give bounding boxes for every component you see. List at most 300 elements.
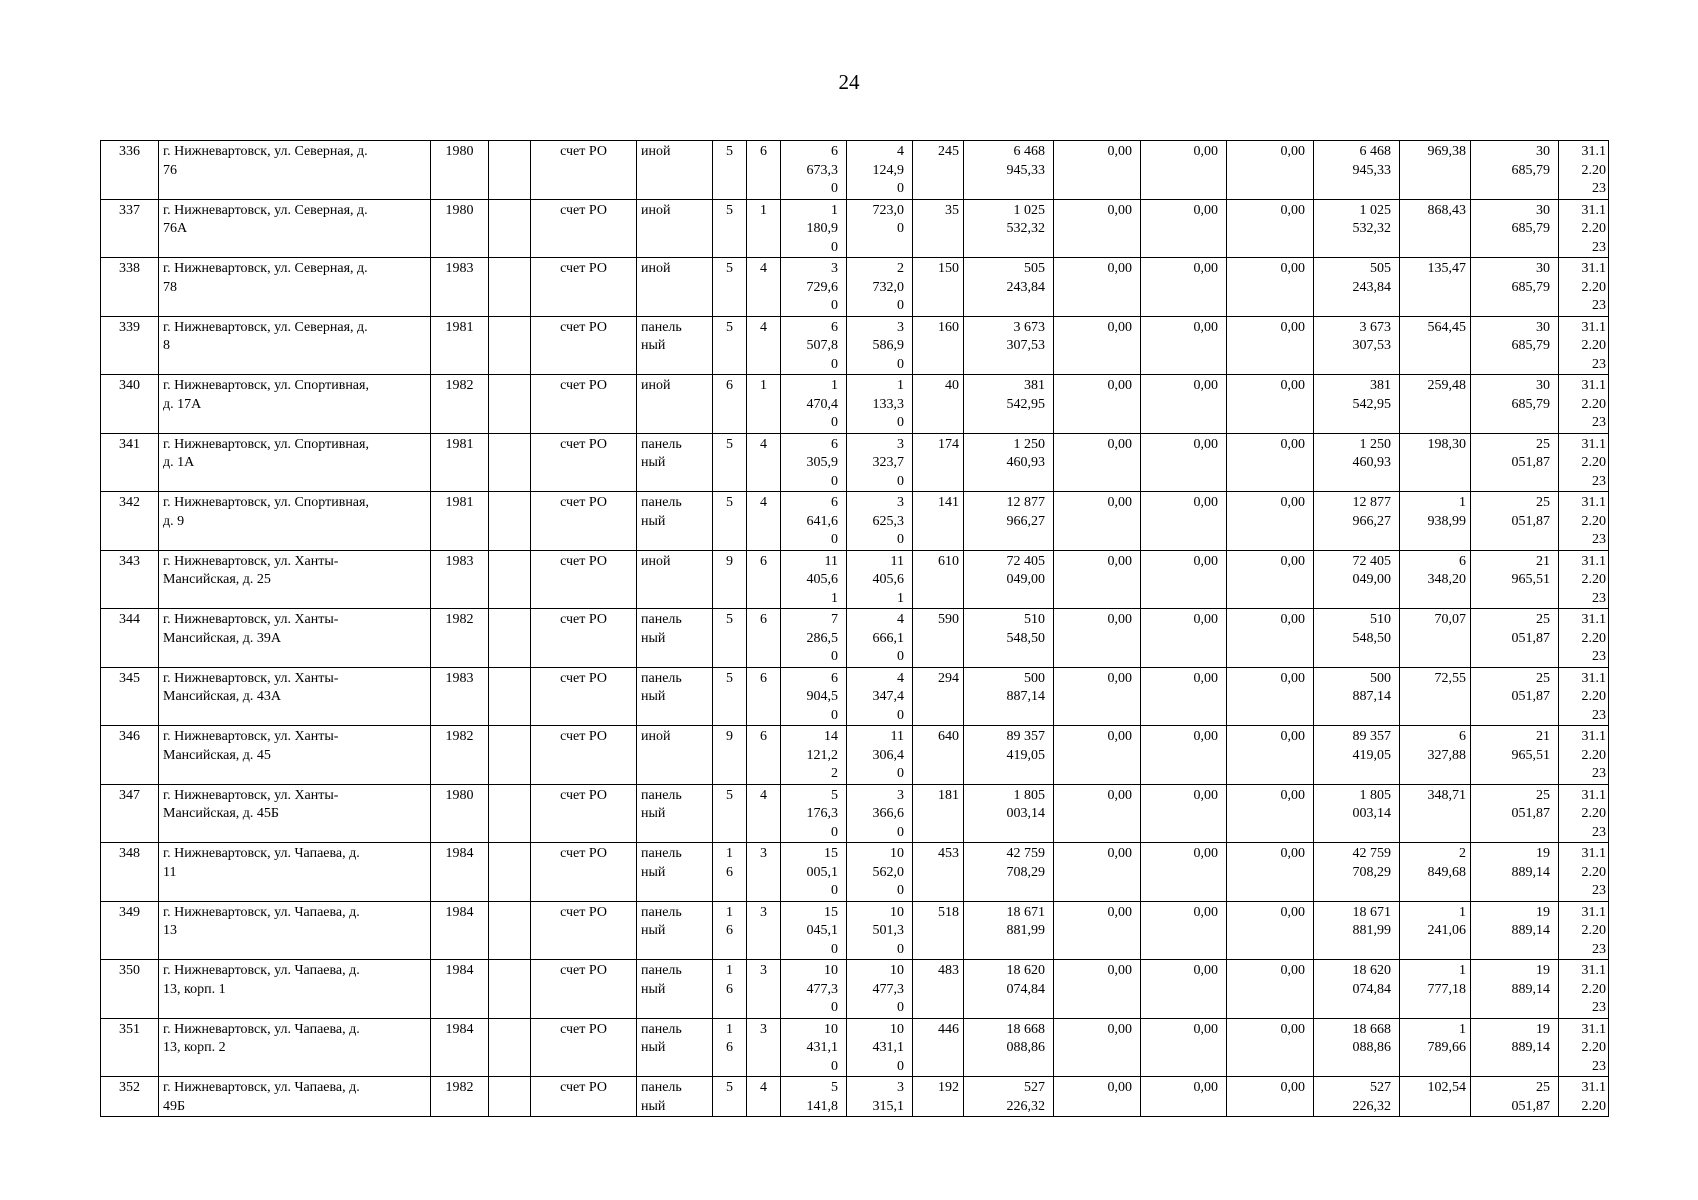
cell-entrances [747,1077,781,1117]
cell-cost-owners [1314,492,1400,551]
cell-blank [489,199,531,258]
living-area-text: 4 666,1 0 [872,612,904,664]
year-built-text: 1980 [445,144,474,159]
total-cost-text: 6 468 945,33 [1006,144,1045,178]
cost-fund-c-text: 0,00 [1280,612,1305,627]
cell-cost-per-sqm [1400,1018,1471,1077]
cost-owners-text: 18 620 074,84 [1352,963,1391,997]
cost-fund-a-text: 0,00 [1107,319,1132,335]
row-number-text: 352 [119,1080,140,1095]
floors-text: 1 6 [726,1021,733,1055]
cell-row-number [101,784,159,843]
cell-address [159,433,431,492]
cell-address [159,960,431,1019]
cell-cost-per-sqm [1400,433,1471,492]
total-area-text: 15 005,1 0 [806,846,838,898]
wall-material-text: иной [641,378,671,393]
cell-account [531,726,637,785]
cell-completion-date [1559,375,1609,434]
cost-per-sqm-text: 72,55 [1434,670,1466,686]
residents-text: 640 [938,729,959,744]
cell-floors [713,901,747,960]
cost-fund-c-text: 0,00 [1280,729,1305,744]
cell-max-cost-per-sqm [1471,316,1559,375]
cell-cost-fund-b [1141,433,1227,492]
cost-fund-c-text: 0,00 [1280,787,1305,803]
cell-total-cost [964,843,1054,902]
cost-fund-b-text: 0,00 [1193,846,1218,861]
cell-address [159,1077,431,1117]
residents-text: 192 [938,1080,959,1095]
living-area-text: 10 431,1 0 [872,1021,904,1074]
table-row [101,960,1609,1019]
cell-row-number [101,375,159,434]
entrances-text: 3 [760,846,767,861]
cell-cost-fund-a [1054,609,1141,668]
cell-cost-fund-b [1141,492,1227,551]
account-text: счет РО [560,612,607,627]
cell-floors [713,433,747,492]
total-cost-text: 381 542,95 [1006,378,1045,412]
account-text: счет РО [560,963,607,978]
account-text: счет РО [560,1080,607,1095]
address-text: г. Нижневартовск, ул. Чапаева, д. 49Б [163,1080,360,1114]
living-area-text: 723,0 0 [872,202,904,236]
table-row [101,784,1609,843]
wall-material-text: панель ный [641,963,682,997]
cell-residents [913,141,964,200]
cell-completion-date [1559,609,1609,668]
address-text: г. Нижневартовск, ул. Чапаева, д. 13 [163,904,360,938]
account-text: счет РО [560,904,607,920]
cell-address [159,1018,431,1077]
cell-entrances [747,375,781,434]
cell-cost-per-sqm [1400,492,1471,551]
cell-completion-date [1559,433,1609,492]
residents-text: 446 [938,1021,959,1037]
cell-cost-per-sqm [1400,901,1471,960]
year-built-text: 1980 [445,202,474,218]
cost-owners-text: 1 805 003,14 [1352,787,1391,821]
wall-material-text: иной [641,553,671,569]
total-area-text: 6 673,3 0 [806,144,838,196]
address-text: г. Нижневартовск, ул. Северная, д. 78 [163,261,368,295]
cell-completion-date [1559,901,1609,960]
year-built-text: 1983 [445,553,474,569]
cost-owners-text: 42 759 708,29 [1352,846,1391,880]
cell-year-built [431,901,489,960]
cell-total-cost [964,960,1054,1019]
cell-cost-fund-b [1141,550,1227,609]
cell-wall-material [637,141,713,200]
cell-address [159,843,431,902]
cell-living-area [847,609,913,668]
entrances-text: 3 [760,904,767,920]
cell-max-cost-per-sqm [1471,960,1559,1019]
cell-cost-owners [1314,609,1400,668]
cost-fund-b-text: 0,00 [1193,787,1218,803]
cell-year-built [431,199,489,258]
cell-cost-fund-b [1141,199,1227,258]
cell-cost-fund-b [1141,901,1227,960]
cell-total-area [781,258,847,317]
entrances-text: 4 [760,1080,767,1095]
cell-entrances [747,199,781,258]
wall-material-text: панель ный [641,904,682,938]
cell-max-cost-per-sqm [1471,550,1559,609]
account-text: счет РО [560,202,607,218]
max-cost-per-sqm-text: 25 051,87 [1511,1080,1550,1114]
cell-row-number [101,726,159,785]
cell-cost-fund-b [1141,316,1227,375]
cost-per-sqm-text: 6 327,88 [1427,729,1466,763]
cost-fund-a-text: 0,00 [1107,261,1132,276]
cell-wall-material [637,784,713,843]
cost-fund-c-text: 0,00 [1280,670,1305,686]
cell-blank [489,726,531,785]
cell-row-number [101,141,159,200]
cell-floors [713,141,747,200]
cell-cost-fund-a [1054,1077,1141,1117]
cell-cost-owners [1314,199,1400,258]
year-built-text: 1982 [445,378,474,393]
completion-date-text: 31.1 2.20 23 [1581,904,1606,957]
floors-text: 5 [726,612,733,627]
cell-wall-material [637,550,713,609]
account-text: счет РО [560,144,607,159]
max-cost-per-sqm-text: 30 685,79 [1511,202,1550,236]
cell-blank [489,141,531,200]
cost-fund-b-text: 0,00 [1193,1080,1218,1095]
cost-owners-text: 72 405 049,00 [1352,553,1391,587]
page-number: 24 [838,70,860,94]
living-area-text: 2 732,0 0 [872,261,904,313]
cell-living-area [847,843,913,902]
cell-account [531,1077,637,1117]
cell-account [531,492,637,551]
max-cost-per-sqm-text: 25 051,87 [1511,436,1550,470]
cell-account [531,901,637,960]
cell-account [531,1018,637,1077]
wall-material-text: панель ный [641,436,682,470]
cell-address [159,375,431,434]
account-text: счет РО [560,436,607,452]
cell-entrances [747,667,781,726]
cost-fund-a-text: 0,00 [1107,378,1132,393]
total-area-text: 11 405,6 1 [806,553,838,606]
cell-cost-fund-b [1141,609,1227,668]
cost-fund-c-text: 0,00 [1280,553,1305,569]
address-text: г. Нижневартовск, ул. Ханты- Мансийская, д. 43А [163,670,339,704]
year-built-text: 1984 [445,1021,474,1037]
table-row [101,726,1609,785]
cost-fund-a-text: 0,00 [1107,729,1132,744]
entrances-text: 6 [760,670,767,686]
cell-cost-fund-c [1227,726,1314,785]
cost-owners-text: 12 877 966,27 [1352,495,1391,529]
row-number-text: 350 [119,963,140,978]
cell-year-built [431,1018,489,1077]
max-cost-per-sqm-text: 19 889,14 [1511,904,1550,938]
cost-fund-a-text: 0,00 [1107,904,1132,920]
total-area-text: 10 477,3 0 [806,963,838,1015]
cell-cost-fund-a [1054,843,1141,902]
cell-max-cost-per-sqm [1471,667,1559,726]
year-built-text: 1982 [445,1080,474,1095]
residents-text: 453 [938,846,959,861]
cell-completion-date [1559,258,1609,317]
total-area-text: 6 641,6 0 [806,495,838,547]
cell-account [531,667,637,726]
cost-per-sqm-text: 259,48 [1427,378,1466,393]
table-row [101,199,1609,258]
cell-total-cost [964,726,1054,785]
cell-cost-fund-a [1054,726,1141,785]
cell-max-cost-per-sqm [1471,258,1559,317]
wall-material-text: панель ный [641,319,682,353]
wall-material-text: панель ный [641,1021,682,1055]
cell-completion-date [1559,492,1609,551]
cell-cost-fund-c [1227,901,1314,960]
cost-per-sqm-text: 70,07 [1434,612,1466,627]
row-number-text: 349 [119,904,140,920]
cell-blank [489,901,531,960]
cell-cost-owners [1314,667,1400,726]
address-text: г. Нижневартовск, ул. Спортивная, д. 9 [163,495,369,529]
floors-text: 1 6 [726,963,733,997]
cost-fund-b-text: 0,00 [1193,495,1218,510]
cell-living-area [847,784,913,843]
cell-total-cost [964,550,1054,609]
floors-text: 5 [726,436,733,452]
floors-text: 1 6 [726,846,733,880]
cell-wall-material [637,901,713,960]
cell-living-area [847,141,913,200]
address-text: г. Нижневартовск, ул. Ханты- Мансийская, д. 45 [163,729,339,763]
max-cost-per-sqm-text: 19 889,14 [1511,846,1550,880]
cell-residents [913,258,964,317]
table-row [101,609,1609,668]
cell-account [531,550,637,609]
total-area-text: 1 470,4 0 [806,378,838,430]
cell-total-area [781,550,847,609]
cell-entrances [747,609,781,668]
cost-fund-c-text: 0,00 [1280,1021,1305,1037]
max-cost-per-sqm-text: 25 051,87 [1511,787,1550,821]
cell-max-cost-per-sqm [1471,141,1559,200]
address-text: г. Нижневартовск, ул. Чапаева, д. 11 [163,846,360,880]
cell-entrances [747,843,781,902]
cost-fund-b-text: 0,00 [1193,144,1218,159]
completion-date-text: 31.1 2.20 23 [1581,846,1606,898]
completion-date-text: 31.1 2.20 23 [1581,261,1606,313]
max-cost-per-sqm-text: 21 965,51 [1511,553,1550,587]
cell-year-built [431,960,489,1019]
cell-cost-per-sqm [1400,199,1471,258]
wall-material-text: панель ный [641,846,682,880]
cell-floors [713,726,747,785]
wall-material-text: панель ный [641,787,682,821]
year-built-text: 1981 [445,319,474,335]
cell-blank [489,960,531,1019]
cost-fund-b-text: 0,00 [1193,436,1218,452]
cost-owners-text: 500 887,14 [1352,670,1391,704]
cell-total-cost [964,609,1054,668]
cell-wall-material [637,1018,713,1077]
cell-address [159,550,431,609]
row-number-text: 339 [119,319,140,335]
cell-cost-per-sqm [1400,141,1471,200]
account-text: счет РО [560,846,607,861]
cell-residents [913,375,964,434]
cell-cost-per-sqm [1400,1077,1471,1117]
table-row [101,901,1609,960]
completion-date-text: 31.1 2.20 23 [1581,612,1606,664]
cell-row-number [101,492,159,551]
cost-fund-b-text: 0,00 [1193,612,1218,627]
total-cost-text: 510 548,50 [1006,612,1045,646]
cell-address [159,199,431,258]
cell-floors [713,258,747,317]
cell-floors [713,1077,747,1117]
cell-address [159,141,431,200]
completion-date-text: 31.1 2.20 23 [1581,729,1606,781]
cell-max-cost-per-sqm [1471,609,1559,668]
address-text: г. Нижневартовск, ул. Северная, д. 8 [163,319,368,353]
cell-residents [913,784,964,843]
cell-wall-material [637,843,713,902]
cell-wall-material [637,726,713,785]
cell-year-built [431,141,489,200]
entrances-text: 4 [760,436,767,452]
cell-cost-fund-c [1227,199,1314,258]
cell-cost-owners [1314,1018,1400,1077]
cell-row-number [101,609,159,668]
cell-year-built [431,726,489,785]
cost-per-sqm-text: 6 348,20 [1427,553,1466,587]
cell-cost-fund-a [1054,433,1141,492]
cell-cost-owners [1314,726,1400,785]
table-row [101,375,1609,434]
year-built-text: 1982 [445,729,474,744]
cell-address [159,901,431,960]
residents-text: 141 [938,495,959,510]
max-cost-per-sqm-text: 25 051,87 [1511,495,1550,529]
wall-material-text: панель ный [641,612,682,646]
row-number-text: 346 [119,729,140,744]
cost-fund-a-text: 0,00 [1107,1021,1132,1037]
cost-fund-b-text: 0,00 [1193,202,1218,218]
cell-floors [713,199,747,258]
total-area-text: 5 176,3 0 [806,787,838,840]
cost-per-sqm-text: 1 938,99 [1427,495,1466,529]
cell-max-cost-per-sqm [1471,901,1559,960]
cell-total-area [781,1077,847,1117]
total-area-text: 6 507,8 0 [806,319,838,372]
completion-date-text: 31.1 2.20 23 [1581,553,1606,606]
address-text: г. Нижневартовск, ул. Чапаева, д. 13, корп. 1 [163,963,360,997]
cell-wall-material [637,316,713,375]
cell-account [531,960,637,1019]
cell-residents [913,550,964,609]
cell-cost-fund-a [1054,784,1141,843]
cell-cost-per-sqm [1400,960,1471,1019]
cell-total-cost [964,433,1054,492]
cost-fund-c-text: 0,00 [1280,963,1305,978]
cell-row-number [101,1077,159,1117]
address-text: г. Нижневартовск, ул. Северная, д. 76 [163,144,368,178]
cost-per-sqm-text: 969,38 [1427,144,1466,159]
completion-date-text: 31.1 2.20 23 [1581,202,1606,255]
year-built-text: 1983 [445,670,474,686]
completion-date-text: 31.1 2.20 23 [1581,963,1606,1015]
cell-floors [713,375,747,434]
cell-total-cost [964,199,1054,258]
cell-max-cost-per-sqm [1471,1077,1559,1117]
cell-cost-fund-b [1141,1077,1227,1117]
account-text: счет РО [560,319,607,335]
cost-fund-c-text: 0,00 [1280,1080,1305,1095]
cell-cost-fund-a [1054,375,1141,434]
address-text: г. Нижневартовск, ул. Ханты- Мансийская, д. 39А [163,612,339,646]
cell-max-cost-per-sqm [1471,375,1559,434]
year-built-text: 1983 [445,261,474,276]
cell-total-area [781,433,847,492]
cell-floors [713,960,747,1019]
cell-cost-fund-b [1141,726,1227,785]
total-cost-text: 12 877 966,27 [1006,495,1045,529]
table-row [101,843,1609,902]
total-area-text: 7 286,5 0 [806,612,838,664]
cell-cost-fund-c [1227,258,1314,317]
cell-cost-fund-c [1227,960,1314,1019]
cell-living-area [847,1077,913,1117]
table-row [101,550,1609,609]
wall-material-text: панель ный [641,495,682,529]
cost-fund-c-text: 0,00 [1280,846,1305,861]
address-text: г. Нижневартовск, ул. Спортивная, д. 1А [163,436,369,470]
cost-owners-text: 18 671 881,99 [1352,904,1391,938]
cell-completion-date [1559,726,1609,785]
cell-total-cost [964,375,1054,434]
living-area-text: 10 477,3 0 [872,963,904,1015]
cell-total-cost [964,1077,1054,1117]
max-cost-per-sqm-text: 21 965,51 [1511,729,1550,763]
cell-wall-material [637,258,713,317]
cell-cost-fund-c [1227,550,1314,609]
cell-living-area [847,199,913,258]
cell-floors [713,667,747,726]
cell-year-built [431,550,489,609]
table-row [101,667,1609,726]
cell-floors [713,784,747,843]
completion-date-text: 31.1 2.20 23 [1581,495,1606,547]
residents-text: 40 [945,378,959,393]
cost-fund-c-text: 0,00 [1280,144,1305,159]
cell-wall-material [637,433,713,492]
cell-wall-material [637,492,713,551]
cell-row-number [101,1018,159,1077]
entrances-text: 6 [760,553,767,569]
cell-year-built [431,375,489,434]
floors-text: 1 6 [726,904,733,938]
completion-date-text: 31.1 2.20 23 [1581,144,1606,196]
cell-cost-fund-a [1054,960,1141,1019]
cell-cost-fund-c [1227,1077,1314,1117]
total-cost-text: 18 671 881,99 [1006,904,1045,938]
cost-fund-a-text: 0,00 [1107,553,1132,569]
table-row [101,316,1609,375]
